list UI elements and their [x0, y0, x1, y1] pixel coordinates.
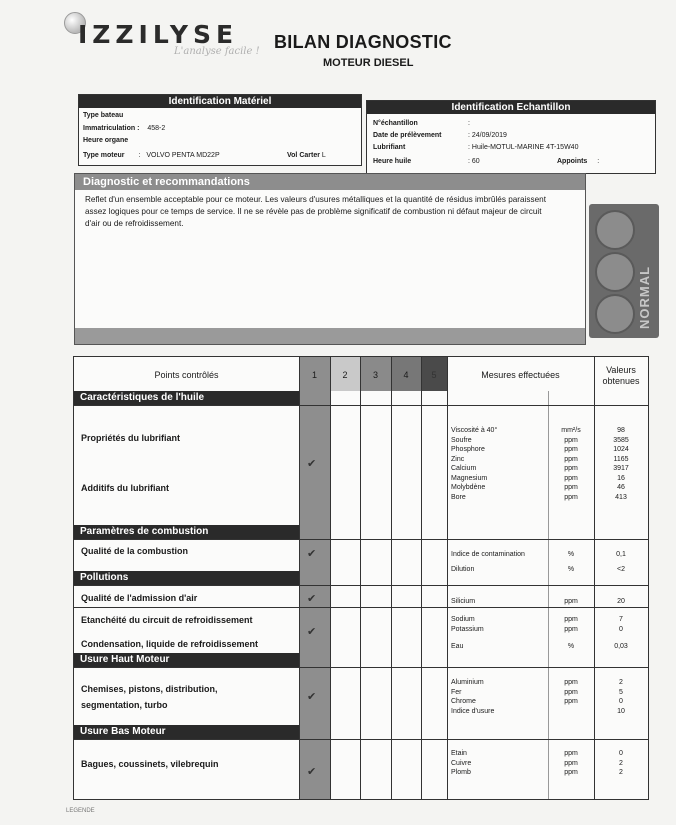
measure-value: 7	[619, 616, 623, 623]
points-header: Points contrôlés	[154, 370, 219, 380]
heure-organe-label: Heure organe	[83, 137, 129, 144]
izzilyse-logo	[64, 12, 264, 60]
measure-unit: ppm	[564, 455, 578, 463]
measure-value: <2	[617, 566, 625, 573]
measure-unit: ppm	[564, 750, 578, 757]
measure-name: Soufre	[451, 436, 472, 444]
appoints-label: Appoints	[557, 158, 588, 165]
point-additifs: Additifs du lubrifiant	[81, 483, 169, 493]
level-2-header: 2	[342, 370, 348, 380]
measure-unit: ppm	[564, 446, 578, 453]
level-4-header: 4	[403, 370, 409, 380]
measure-value: 5	[619, 688, 623, 696]
measure-value: 2	[619, 759, 623, 767]
check-icon: ✔	[307, 691, 317, 703]
measure-value: 1165	[613, 455, 629, 463]
measure-row	[74, 749, 648, 759]
point-condensation: Condensation, liquide de refroidissement	[81, 639, 259, 649]
measure-value: 46	[617, 484, 625, 491]
measure-row	[74, 474, 648, 484]
diagnostic-text: Reflet d'un ensemble acceptable pour ce moteur. Les valeurs d'usures métalliques et la quantité de résidus imbrûlés paraissent assez logiques pour ce temps de service. Il ne se révèle pas de problème significatif de combustion ni défaut majeur de circuit d'air ou de refroidissement.	[85, 195, 546, 228]
measure-row	[74, 768, 648, 778]
measure-value: 0	[619, 698, 623, 705]
measure-unit: ppm	[564, 493, 578, 501]
check-icon: ✔	[307, 626, 317, 638]
page-subtitle: MOTEUR DIESEL	[323, 57, 414, 69]
measure-row	[74, 426, 648, 436]
measure-row	[74, 688, 648, 698]
measure-unit: %	[567, 566, 575, 573]
status-label: NORMAL	[637, 265, 652, 329]
measure-unit: ppm	[564, 436, 578, 444]
measure-name: Sodium	[451, 616, 475, 623]
measure-name: Zinc	[451, 455, 465, 463]
logo-wordmark: IZZILYSE	[78, 20, 239, 49]
echantillon-heading: Identification Echantillon	[367, 101, 655, 114]
measure-name: Phosphore	[451, 446, 485, 453]
measures-table	[73, 356, 649, 800]
measure-row	[74, 678, 648, 688]
measure-row	[74, 483, 648, 493]
measure-row	[74, 615, 648, 625]
measure-value: 2	[619, 769, 623, 776]
point-lubrifiant: Propriétés du lubrifiant	[81, 433, 181, 443]
measure-unit: ppm	[564, 698, 578, 705]
level-3-header: 3	[372, 370, 378, 380]
check-icon: ✔	[307, 593, 317, 605]
measure-value: 0,03	[614, 643, 628, 650]
measure-name: Bore	[451, 493, 466, 501]
date-label: Date de prélèvement	[373, 132, 442, 139]
heure-huile-value: 60	[471, 158, 480, 165]
measure-name: Etain	[451, 750, 467, 757]
light-icon	[595, 210, 635, 250]
point-etancheite: Etanchéité du circuit de refroidissement	[81, 615, 253, 625]
point-combustion: Qualité de la combustion	[81, 546, 189, 556]
measure-value: 2	[619, 679, 623, 686]
measure-unit: ppm	[564, 465, 578, 472]
point-segmentation: segmentation, turbo	[81, 700, 168, 710]
light-icon	[595, 294, 635, 334]
diagnostic-heading: Diagnostic et recommandations	[75, 174, 585, 190]
immatriculation-value: 458-2	[147, 125, 166, 132]
section-huile: Caractéristiques de l'huile	[74, 391, 299, 405]
measure-name: Fer	[451, 688, 462, 696]
measure-value: 413	[615, 493, 627, 501]
measure-name: Calcium	[451, 465, 477, 472]
measure-name: Viscosité à 40°	[451, 427, 498, 434]
measures-admission	[74, 597, 648, 607]
measures-usure-bas	[74, 749, 648, 778]
measure-name: Cuivre	[451, 759, 472, 767]
measure-row	[74, 597, 648, 607]
measure-name: Magnesium	[451, 474, 488, 482]
section-usure-haut: Usure Haut Moteur	[74, 653, 299, 667]
light-icon	[595, 252, 635, 292]
level-1-header: 1	[311, 370, 317, 380]
check-icon: ✔	[307, 458, 317, 470]
check-icon: ✔	[307, 548, 317, 560]
measure-value: 3585	[613, 436, 629, 444]
measure-row	[74, 625, 648, 635]
section-combustion: Paramètres de combustion	[74, 525, 299, 539]
lubrifiant-label: Lubrifiant	[373, 144, 406, 151]
measure-value: 10	[617, 707, 625, 715]
vol-carter-label: Vol Carter	[287, 152, 320, 159]
mesures-header: Mesures effectuées	[481, 370, 560, 380]
immatriculation-label: Immatriculation :	[83, 125, 140, 132]
section-pollutions: Pollutions	[74, 571, 299, 585]
lubrifiant-value: Huile-MOTUL-MARINE 4T-15W40	[471, 144, 579, 151]
measures-condensation	[74, 642, 648, 652]
measure-name: Plomb	[451, 769, 471, 776]
measure-row	[74, 455, 648, 465]
type-bateau-label: Type bateau	[83, 112, 124, 119]
measure-name: Chrome	[451, 698, 476, 705]
date-value: 24/09/2019	[471, 132, 507, 139]
measure-row	[74, 464, 648, 474]
measure-name: Indice de contamination	[451, 551, 525, 558]
status-light-panel	[589, 204, 659, 338]
measure-name: Aluminium	[451, 679, 484, 686]
vol-carter-value: L	[321, 152, 326, 159]
measure-unit: ppm	[564, 598, 578, 605]
measure-name: Dilution	[451, 566, 475, 573]
measure-unit: ppm	[564, 474, 578, 482]
diagnostic-panel	[74, 173, 586, 345]
measure-name: Silicium	[451, 598, 476, 605]
measure-value: 0,1	[616, 551, 626, 558]
measure-row	[74, 445, 648, 455]
measure-unit: ppm	[564, 484, 578, 491]
measure-unit: %	[567, 643, 575, 650]
measure-unit: ppm	[564, 759, 578, 767]
measure-value: 0	[619, 750, 623, 757]
point-chemises: Chemises, pistons, distribution,	[81, 684, 218, 694]
valeurs-header: Valeurs obtenues	[602, 365, 640, 386]
measure-unit: ppm	[564, 679, 578, 686]
measure-unit: mm²/s	[561, 427, 581, 434]
point-admission: Qualité de l'admission d'air	[81, 593, 198, 603]
measure-row	[74, 697, 648, 707]
diagnostic-footer-bar	[75, 328, 585, 344]
check-icon: ✔	[307, 766, 317, 778]
measure-row	[74, 759, 648, 769]
measure-row	[74, 707, 648, 717]
measures-combustion	[74, 547, 648, 577]
measure-unit: ppm	[564, 769, 578, 776]
measure-name: Indice d'usure	[451, 707, 495, 715]
section-usure-bas: Usure Bas Moteur	[74, 725, 299, 739]
measure-value: 3917	[613, 465, 629, 472]
page-title: BILAN DIAGNOSTIC	[274, 32, 452, 52]
measure-unit: ppm	[564, 625, 578, 633]
measure-value: 98	[617, 427, 625, 434]
measure-row	[74, 436, 648, 446]
measure-row	[74, 562, 648, 577]
measures-huile	[74, 426, 648, 502]
materiel-heading: Identification Matériel	[79, 95, 361, 108]
measure-value: 1024	[613, 446, 629, 453]
type-moteur-value: VOLVO PENTA MD22P	[146, 152, 220, 159]
measures-etancheite	[74, 615, 648, 634]
measure-row	[74, 493, 648, 503]
measure-unit: ppm	[564, 688, 578, 696]
point-bagues: Bagues, coussinets, vilebrequin	[81, 759, 219, 769]
level-5-header: 5	[431, 370, 437, 380]
measure-value: 16	[617, 474, 625, 482]
measure-name: Eau	[451, 643, 464, 650]
measure-row	[74, 642, 648, 652]
materiel-box: Identification Matériel Type bateau Immatriculation : 458-2 Heure organe Type moteur : VOLVO PENTA MD22P Vol Carter L	[78, 94, 362, 166]
measures-usure-haut	[74, 678, 648, 716]
type-moteur-label: Type moteur	[83, 152, 125, 159]
measure-row	[74, 547, 648, 562]
measure-value: 0	[619, 625, 623, 633]
measure-value: 20	[617, 598, 625, 605]
measure-unit: ppm	[564, 616, 578, 623]
measure-unit: %	[567, 551, 575, 558]
level-1-column	[299, 357, 330, 799]
echantillon-box: Identification Echantillon N°échantillon : Date de prélèvement : 24/09/2019 Lubrifiant : Huile-MOTUL-MARINE 4T-15W40 Heure huile : 60 Appoints :	[366, 100, 656, 174]
measure-name: Molybdène	[451, 484, 486, 491]
logo-tagline: L'analyse facile !	[174, 46, 260, 57]
measure-name: Potassium	[451, 625, 484, 633]
numero-label: N°échantillon	[373, 120, 418, 127]
heure-huile-label: Heure huile	[373, 158, 412, 165]
legende-label: LEGENDE	[66, 808, 95, 814]
